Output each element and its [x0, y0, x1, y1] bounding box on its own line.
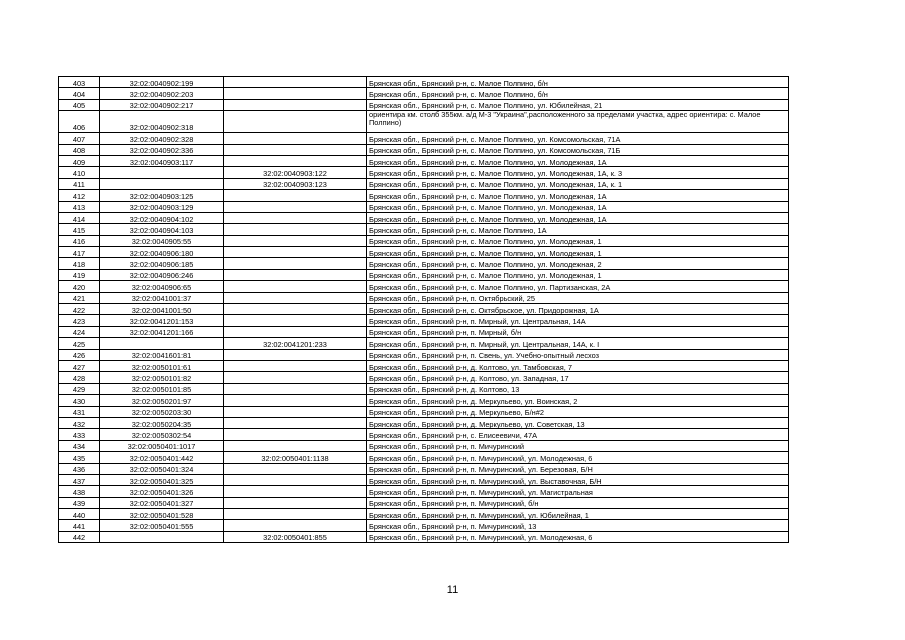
cadastral-number-cell: 32:02:0050101:85 [100, 383, 224, 394]
table-row [59, 144, 789, 155]
secondary-cadastral-number-cell [224, 99, 367, 110]
cadastral-number-cell: 32:02:0041001:37 [100, 292, 224, 303]
table-row [59, 167, 789, 178]
table-row [59, 292, 789, 303]
cadastral-number-cell: 32:02:0050101:61 [100, 360, 224, 371]
secondary-cadastral-number-cell [224, 258, 367, 269]
table-row [59, 349, 789, 360]
row-number-cell: 438 [59, 486, 100, 497]
secondary-cadastral-number-cell [224, 474, 367, 485]
address-cell: Брянская обл., Брянский р-н, с. Малое Полпино, б/н [367, 88, 789, 99]
table-row [59, 155, 789, 166]
address-cell: Брянская обл., Брянский р-н, с. Малое Полпино, б/н [367, 77, 789, 88]
address-cell: Брянская обл., Брянский р-н, с. Малое Полпино, ул. Комсомольская, 71Б [367, 144, 789, 155]
row-number-cell: 409 [59, 155, 100, 166]
row-number-cell: 416 [59, 235, 100, 246]
row-number-cell: 407 [59, 133, 100, 144]
row-number-cell: 439 [59, 497, 100, 508]
registry-table-body [59, 77, 789, 543]
address-cell: Брянская обл., Брянский р-н, д. Колтово, ул. Тамбовская, 7 [367, 360, 789, 371]
cadastral-number-cell [100, 531, 224, 542]
cadastral-number-cell: 32:02:0041001:50 [100, 304, 224, 315]
address-cell: Брянская обл., Брянский р-н, п. Мичуринский [367, 440, 789, 451]
address-cell: Брянская обл., Брянский р-н, с. Малое Полпино, ул. Молодежная, 1А [367, 190, 789, 201]
secondary-cadastral-number-cell [224, 224, 367, 235]
cadastral-number-cell: 32:02:0040906:65 [100, 281, 224, 292]
table-row [59, 338, 789, 349]
secondary-cadastral-number-cell [224, 281, 367, 292]
table-row [59, 269, 789, 280]
row-number-cell: 424 [59, 326, 100, 337]
row-number-cell: 419 [59, 269, 100, 280]
cadastral-number-cell: 32:02:0040906:180 [100, 247, 224, 258]
cadastral-number-cell [100, 178, 224, 189]
secondary-cadastral-number-cell [224, 269, 367, 280]
secondary-cadastral-number-cell [224, 372, 367, 383]
address-cell: Брянская обл., Брянский р-н, с. Малое Полпино, ул. Комсомольская, 71А [367, 133, 789, 144]
row-number-cell: 412 [59, 190, 100, 201]
address-cell: Брянская обл., Брянский р-н, п. Мичуринский, б/н [367, 497, 789, 508]
table-row [59, 88, 789, 99]
row-number-cell: 422 [59, 304, 100, 315]
row-number-cell: 432 [59, 417, 100, 428]
row-number-cell: 410 [59, 167, 100, 178]
secondary-cadastral-number-cell [224, 144, 367, 155]
cadastral-number-cell: 32:02:0040906:185 [100, 258, 224, 269]
address-cell: Брянская обл., Брянский р-н, с. Малое Полпино, ул. Молодежная, 2 [367, 258, 789, 269]
row-number-cell: 426 [59, 349, 100, 360]
table-row [59, 315, 789, 326]
table-row [59, 178, 789, 189]
address-cell: Брянская обл., Брянский р-н, с. Малое Полпино, ул. Молодежная, 1А [367, 201, 789, 212]
table-row [59, 111, 789, 133]
cadastral-number-cell: 32:02:0050401:1017 [100, 440, 224, 451]
cadastral-number-cell: 32:02:0050401:325 [100, 474, 224, 485]
table-row [59, 247, 789, 258]
row-number-cell: 433 [59, 429, 100, 440]
address-cell: Брянская обл., Брянский р-н, п. Мирный, ул. Центральная, 14А, к. I [367, 338, 789, 349]
table-row [59, 360, 789, 371]
cadastral-number-cell: 32:02:0040902:203 [100, 88, 224, 99]
cadastral-number-cell: 32:02:0050401:555 [100, 520, 224, 531]
address-cell: Брянская обл., Брянский р-н, с. Елисеевичи, 47А [367, 429, 789, 440]
address-cell: Брянская обл., Брянский р-н, с. Малое Полпино, 1А [367, 224, 789, 235]
secondary-cadastral-number-cell [224, 212, 367, 223]
row-number-cell: 431 [59, 406, 100, 417]
address-cell: Брянская обл., Брянский р-н, д. Колтово, 13 [367, 383, 789, 394]
table-row [59, 235, 789, 246]
secondary-cadastral-number-cell [224, 155, 367, 166]
cadastral-number-cell: 32:02:0050204:35 [100, 417, 224, 428]
table-row [59, 509, 789, 520]
address-cell: ориентира км. столб 355км. а/д М-3 "Украина",расположенного за пределами участка, адрес ориентира: с. Малое Полпино) [367, 111, 789, 133]
row-number-cell: 404 [59, 88, 100, 99]
table-row [59, 486, 789, 497]
cadastral-number-cell: 32:02:0040902:318 [100, 111, 224, 133]
address-cell: Брянская обл., Брянский р-н, п. Октябрьский, 25 [367, 292, 789, 303]
row-number-cell: 417 [59, 247, 100, 258]
row-number-cell: 403 [59, 77, 100, 88]
row-number-cell: 430 [59, 395, 100, 406]
cadastral-number-cell: 32:02:0040902:336 [100, 144, 224, 155]
row-number-cell: 421 [59, 292, 100, 303]
cadastral-number-cell: 32:02:0040902:328 [100, 133, 224, 144]
secondary-cadastral-number-cell [224, 292, 367, 303]
address-cell: Брянская обл., Брянский р-н, п. Мичуринский, ул. Выставочная, Б/Н [367, 474, 789, 485]
table-row [59, 212, 789, 223]
secondary-cadastral-number-cell [224, 304, 367, 315]
table-row [59, 520, 789, 531]
row-number-cell: 414 [59, 212, 100, 223]
cadastral-number-cell: 32:02:0041601:81 [100, 349, 224, 360]
row-number-cell: 434 [59, 440, 100, 451]
address-cell: Брянская обл., Брянский р-н, п. Мичуринский, ул. Магистральная [367, 486, 789, 497]
cadastral-number-cell: 32:02:0041201:153 [100, 315, 224, 326]
cadastral-number-cell [100, 167, 224, 178]
secondary-cadastral-number-cell [224, 349, 367, 360]
row-number-cell: 408 [59, 144, 100, 155]
cadastral-number-cell: 32:02:0050401:324 [100, 463, 224, 474]
row-number-cell: 437 [59, 474, 100, 485]
cadastral-number-cell: 32:02:0050401:528 [100, 509, 224, 520]
cadastral-number-cell: 32:02:0040904:103 [100, 224, 224, 235]
table-row [59, 531, 789, 542]
cadastral-number-cell: 32:02:0050401:442 [100, 452, 224, 463]
secondary-cadastral-number-cell [224, 326, 367, 337]
table-row [59, 281, 789, 292]
secondary-cadastral-number-cell [224, 486, 367, 497]
cadastral-number-cell: 32:02:0050401:327 [100, 497, 224, 508]
secondary-cadastral-number-cell [224, 406, 367, 417]
address-cell: Брянская обл., Брянский р-н, с. Малое Полпино, ул. Партизанская, 2А [367, 281, 789, 292]
row-number-cell: 425 [59, 338, 100, 349]
address-cell: Брянская обл., Брянский р-н, с. Малое Полпино, ул. Молодежная, 1 [367, 269, 789, 280]
cadastral-number-cell: 32:02:0040905:55 [100, 235, 224, 246]
cadastral-number-cell [100, 338, 224, 349]
address-cell: Брянская обл., Брянский р-н, с. Малое Полпино, ул. Молодежная, 1А [367, 212, 789, 223]
row-number-cell: 423 [59, 315, 100, 326]
table-row [59, 452, 789, 463]
cadastral-number-cell: 32:02:0050401:326 [100, 486, 224, 497]
table-row [59, 497, 789, 508]
address-cell: Брянская обл., Брянский р-н, с. Малое Полпино, ул. Юбилейная, 21 [367, 99, 789, 110]
address-cell: Брянская обл., Брянский р-н, д. Колтово, ул. Западная, 17 [367, 372, 789, 383]
table-row [59, 258, 789, 269]
address-cell: Брянская обл., Брянский р-н, п. Мичуринский, 13 [367, 520, 789, 531]
row-number-cell: 428 [59, 372, 100, 383]
address-cell: Брянская обл., Брянский р-н, д. Меркульево, ул. Воинская, 2 [367, 395, 789, 406]
secondary-cadastral-number-cell [224, 190, 367, 201]
table-row [59, 406, 789, 417]
cadastral-number-cell: 32:02:0040903:129 [100, 201, 224, 212]
secondary-cadastral-number-cell [224, 463, 367, 474]
secondary-cadastral-number-cell [224, 509, 367, 520]
secondary-cadastral-number-cell [224, 497, 367, 508]
table-row [59, 429, 789, 440]
secondary-cadastral-number-cell [224, 417, 367, 428]
cadastral-number-cell: 32:02:0040902:199 [100, 77, 224, 88]
cadastral-number-cell: 32:02:0040904:102 [100, 212, 224, 223]
cadastral-number-cell: 32:02:0041201:166 [100, 326, 224, 337]
secondary-cadastral-number-cell [224, 235, 367, 246]
secondary-cadastral-number-cell: 32:02:0050401:1138 [224, 452, 367, 463]
table-row [59, 474, 789, 485]
address-cell: Брянская обл., Брянский р-н, п. Свень, ул. Учебно-опытный лесхоз [367, 349, 789, 360]
table-row [59, 372, 789, 383]
table-row [59, 133, 789, 144]
address-cell: Брянская обл., Брянский р-н, д. Меркульево, ул. Советская, 13 [367, 417, 789, 428]
secondary-cadastral-number-cell [224, 429, 367, 440]
secondary-cadastral-number-cell: 32:02:0041201:233 [224, 338, 367, 349]
row-number-cell: 440 [59, 509, 100, 520]
table-row [59, 383, 789, 394]
table-row [59, 440, 789, 451]
cadastral-number-cell: 32:02:0050201:97 [100, 395, 224, 406]
row-number-cell: 406 [59, 111, 100, 133]
cadastral-number-cell: 32:02:0050302:54 [100, 429, 224, 440]
table-row [59, 77, 789, 88]
row-number-cell: 405 [59, 99, 100, 110]
address-cell: Брянская обл., Брянский р-н, п. Мирный, ул. Центральная, 14А [367, 315, 789, 326]
address-cell: Брянская обл., Брянский р-н, п. Мичуринский, ул. Молодежная, 6 [367, 452, 789, 463]
secondary-cadastral-number-cell [224, 77, 367, 88]
address-cell: Брянская обл., Брянский р-н, с. Малое Полпино, ул. Молодежная, 1 [367, 247, 789, 258]
table-row [59, 224, 789, 235]
table-row [59, 304, 789, 315]
address-cell: Брянская обл., Брянский р-н, с. Октябрьское, ул. Придорожная, 1А [367, 304, 789, 315]
secondary-cadastral-number-cell [224, 383, 367, 394]
secondary-cadastral-number-cell [224, 247, 367, 258]
row-number-cell: 427 [59, 360, 100, 371]
secondary-cadastral-number-cell [224, 133, 367, 144]
table-row [59, 463, 789, 474]
address-cell: Брянская обл., Брянский р-н, с. Малое Полпино, ул. Молодежная, 1 [367, 235, 789, 246]
row-number-cell: 429 [59, 383, 100, 394]
table-row [59, 417, 789, 428]
address-cell: Брянская обл., Брянский р-н, с. Малое Полпино, ул. Молодежная, 1А, к. 3 [367, 167, 789, 178]
cadastral-number-cell: 32:02:0040903:125 [100, 190, 224, 201]
cadastral-number-cell: 32:02:0050101:82 [100, 372, 224, 383]
row-number-cell: 418 [59, 258, 100, 269]
row-number-cell: 435 [59, 452, 100, 463]
address-cell: Брянская обл., Брянский р-н, п. Мичуринский, ул. Юбилейная, 1 [367, 509, 789, 520]
secondary-cadastral-number-cell [224, 360, 367, 371]
row-number-cell: 411 [59, 178, 100, 189]
secondary-cadastral-number-cell [224, 88, 367, 99]
table-row [59, 326, 789, 337]
cadastral-number-cell: 32:02:0040903:117 [100, 155, 224, 166]
secondary-cadastral-number-cell [224, 395, 367, 406]
address-cell: Брянская обл., Брянский р-н, с. Малое Полпино, ул. Молодежная, 1А [367, 155, 789, 166]
row-number-cell: 420 [59, 281, 100, 292]
address-cell: Брянская обл., Брянский р-н, п. Мирный, б/н [367, 326, 789, 337]
secondary-cadastral-number-cell [224, 315, 367, 326]
address-cell: Брянская обл., Брянский р-н, д. Меркульево, Б/н#2 [367, 406, 789, 417]
page-number: 11 [446, 584, 459, 596]
secondary-cadastral-number-cell: 32:02:0040903:123 [224, 178, 367, 189]
row-number-cell: 441 [59, 520, 100, 531]
address-cell: Брянская обл., Брянский р-н, п. Мичуринский, ул. Молодежная, 6 [367, 531, 789, 542]
row-number-cell: 413 [59, 201, 100, 212]
address-cell: Брянская обл., Брянский р-н, с. Малое Полпино, ул. Молодежная, 1А, к. 1 [367, 178, 789, 189]
secondary-cadastral-number-cell: 32:02:0040903:122 [224, 167, 367, 178]
table-row [59, 99, 789, 110]
row-number-cell: 442 [59, 531, 100, 542]
secondary-cadastral-number-cell: 32:02:0050401:855 [224, 531, 367, 542]
cadastral-number-cell: 32:02:0040902:217 [100, 99, 224, 110]
cadastral-number-cell: 32:02:0040906:246 [100, 269, 224, 280]
secondary-cadastral-number-cell [224, 201, 367, 212]
table-row [59, 201, 789, 212]
secondary-cadastral-number-cell [224, 111, 367, 133]
address-cell: Брянская обл., Брянский р-н, п. Мичуринский, ул. Березовая, Б/Н [367, 463, 789, 474]
cadastral-number-cell: 32:02:0050203:30 [100, 406, 224, 417]
table-row [59, 395, 789, 406]
row-number-cell: 415 [59, 224, 100, 235]
secondary-cadastral-number-cell [224, 520, 367, 531]
table-row [59, 190, 789, 201]
row-number-cell: 436 [59, 463, 100, 474]
secondary-cadastral-number-cell [224, 440, 367, 451]
cadastral-registry-table [58, 76, 789, 543]
